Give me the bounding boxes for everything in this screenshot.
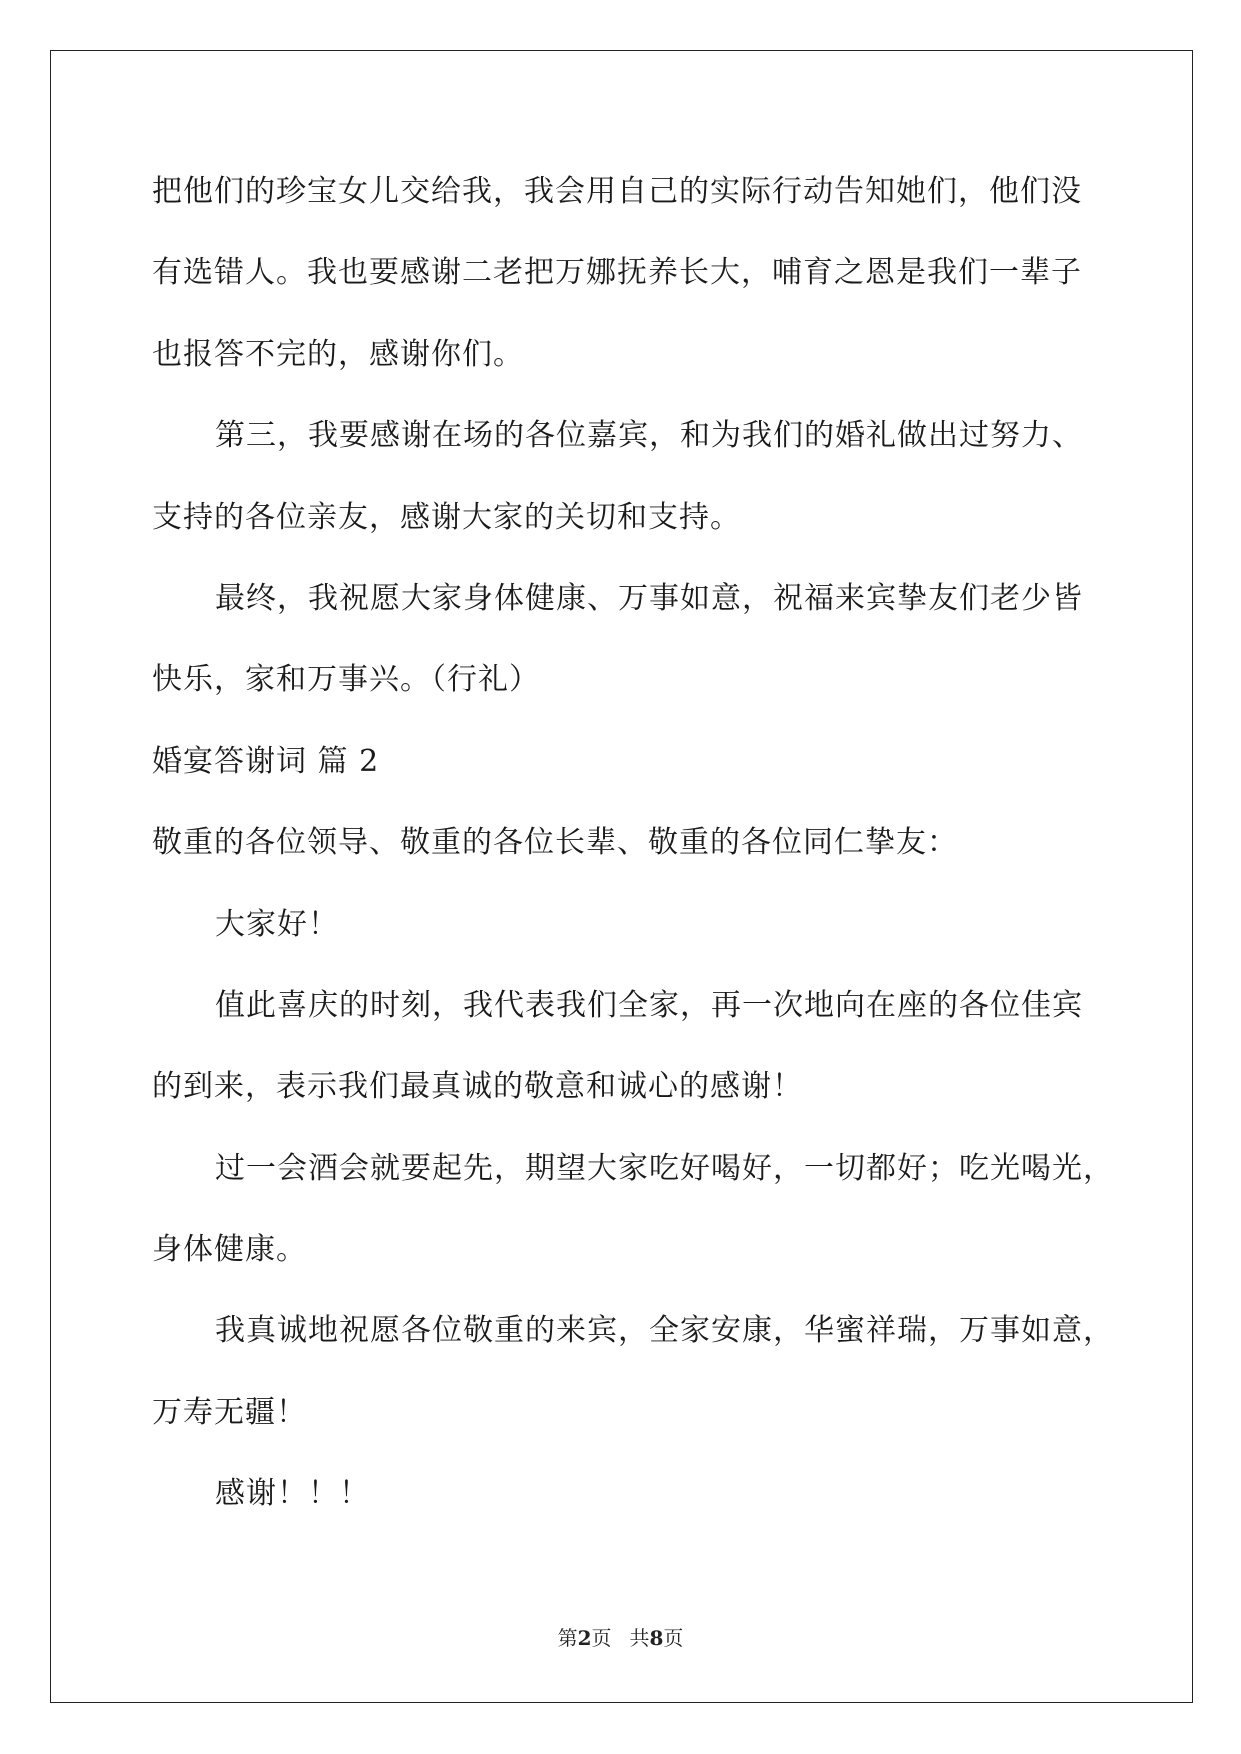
page-prefix: 第 <box>557 1626 578 1650</box>
greeting: 大家好！ <box>215 906 339 942</box>
total-suffix: 页 <box>663 1626 684 1650</box>
text-line: 的到来，表示我们最真诚的敬意和诚心的感谢！ <box>152 1069 803 1105</box>
text-line: 最终，我祝愿大家身体健康、万事如意，祝福来宾挚友们老少皆 <box>215 580 1083 616</box>
page-suffix: 页 <box>591 1626 612 1650</box>
salutation: 敬重的各位领导、敬重的各位长辈、敬重的各位同仁挚友： <box>152 825 958 861</box>
text-line: 快乐，家和万事兴。（行礼） <box>152 662 540 698</box>
text-line: 值此喜庆的时刻，我代表我们全家，再一次地向在座的各位佳宾 <box>215 987 1083 1023</box>
text-line: 也报答不完的，感谢你们。 <box>152 336 524 372</box>
document-body <box>152 165 1114 1549</box>
page-footer <box>0 1626 1241 1650</box>
text-line: 万寿无疆！ <box>152 1394 307 1430</box>
total-prefix: 共 <box>629 1626 650 1650</box>
text-line: 过一会酒会就要起先，期望大家吃好喝好，一切都好；吃光喝光， <box>215 1150 1114 1186</box>
closing-line: 感谢！！！ <box>215 1476 370 1512</box>
text-line: 身体健康。 <box>152 1232 307 1268</box>
text-line: 第三，我要感谢在场的各位嘉宾，和为我们的婚礼做出过努力、 <box>215 418 1083 454</box>
page-number: 2 <box>577 1626 592 1650</box>
text-line: 有选错人。我也要感谢二老把万娜抚养长大，哺育之恩是我们一辈子 <box>152 255 1082 291</box>
section-heading: 婚宴答谢词 篇 2 <box>152 743 380 779</box>
text-line: 把他们的珍宝女儿交给我，我会用自己的实际行动告知她们，他们没 <box>152 174 1082 209</box>
text-line: 我真诚地祝愿各位敬重的来宾，全家安康，华蜜祥瑞，万事如意， <box>215 1313 1114 1349</box>
total-pages: 8 <box>649 1626 664 1650</box>
text-line: 支持的各位亲友，感谢大家的关切和支持。 <box>152 499 741 535</box>
